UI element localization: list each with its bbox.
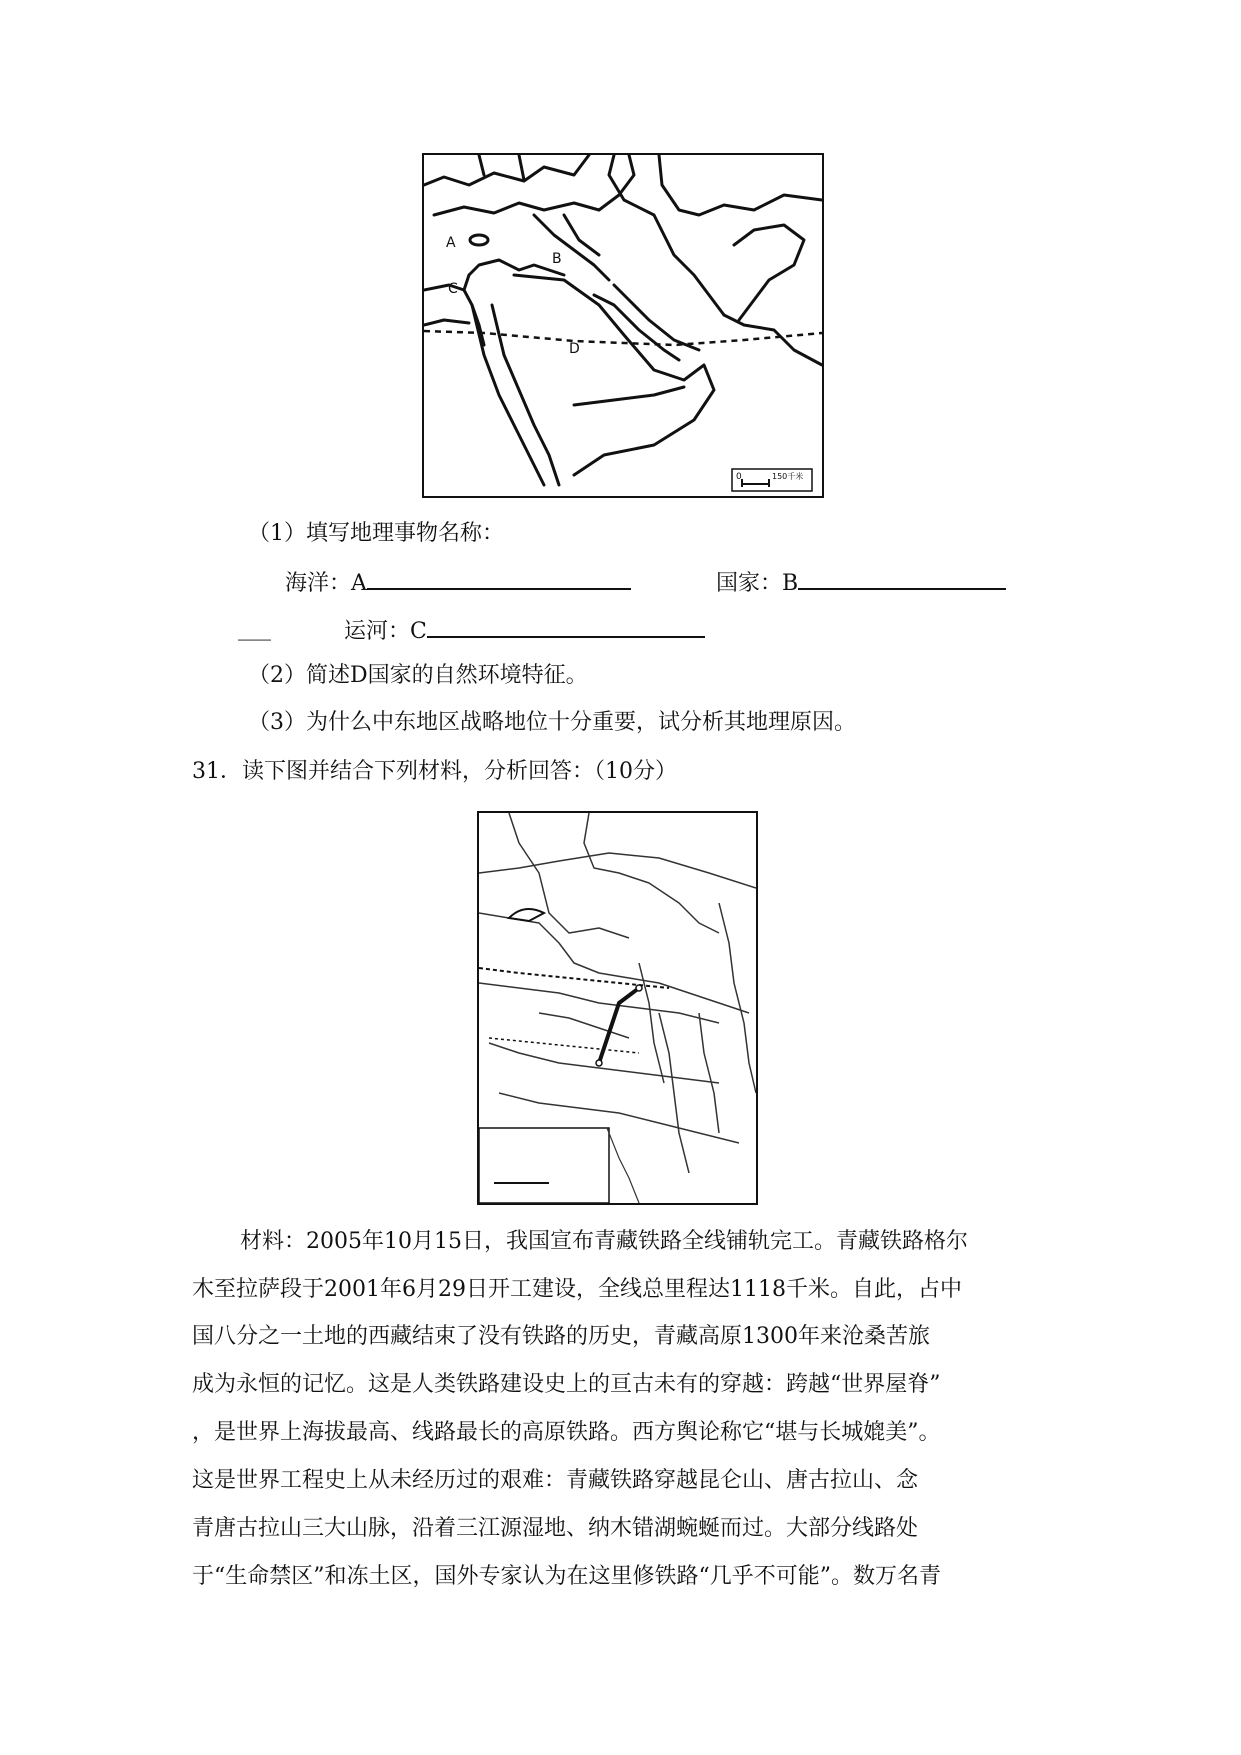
scale-value: 150千米 (772, 472, 804, 481)
q30-ocean-row (285, 566, 631, 599)
middle-east-map (422, 153, 824, 498)
qinghai-tibet-map (477, 811, 758, 1205)
country-label: 国家：B (716, 571, 799, 596)
q30-country-row (716, 566, 1006, 599)
material-line: 于“生命禁区”和冻土区，国外专家认为在这里修铁路“几乎不可能”。数万名青 (192, 1564, 941, 1589)
q30-trailing-blank[interactable] (238, 614, 271, 644)
map-label-A: A (446, 235, 456, 251)
q30-part3: （3）为什么中东地区战略地位十分重要，试分析其地理原因。 (248, 710, 856, 735)
canal-label: 运河：C (344, 619, 427, 644)
map-label-B: B (552, 251, 562, 267)
ocean-label: 海洋：A (285, 571, 367, 596)
q31-header: 31．读下图并结合下列材料，分析回答：（10分） (192, 759, 677, 784)
trailing-blank-text: ___ (238, 616, 271, 641)
material-line: 材料：2005年10月15日，我国宣布青藏铁路全线铺轨完工。青藏铁路格尔 (240, 1229, 968, 1254)
ocean-answer-blank[interactable] (367, 566, 631, 590)
q30-part1-intro: （1）填写地理事物名称： (248, 521, 504, 546)
material-line: 这是世界工程史上从未经历过的艰难：青藏铁路穿越昆仑山、唐古拉山、念 (192, 1468, 919, 1493)
map-label-D: D (569, 341, 580, 357)
material-line: 国八分之一土地的西藏结束了没有铁路的历史，青藏高原1300年来沧桑苦旅 (192, 1324, 930, 1349)
q30-canal-row (344, 614, 705, 647)
material-line: 青唐古拉山三大山脉，沿着三江源湿地、纳木错湖蜿蜒而过。大部分线路处 (192, 1516, 919, 1541)
scale-start: 0 (736, 472, 742, 482)
material-line: ，是世界上海拔最高、线路最长的高原铁路。西方舆论称它“堪与长城媲美”。 (192, 1420, 941, 1445)
qinghai-tibet-map-drawing (479, 813, 756, 1203)
inset-box (479, 1128, 609, 1203)
material-line: 木至拉萨段于2001年6月29日开工建设，全线总里程达1118千米。自此，占中 (192, 1277, 962, 1302)
middle-east-map-drawing (424, 155, 822, 496)
q30-part2: （2）简述D国家的自然环境特征。 (248, 663, 588, 688)
material-line: 成为永恒的记忆。这是人类铁路建设史上的亘古未有的穿越：跨越“世界屋脊” (192, 1372, 941, 1397)
map-label-C: C (448, 281, 458, 297)
country-answer-blank[interactable] (798, 566, 1006, 590)
canal-answer-blank[interactable] (427, 614, 705, 638)
